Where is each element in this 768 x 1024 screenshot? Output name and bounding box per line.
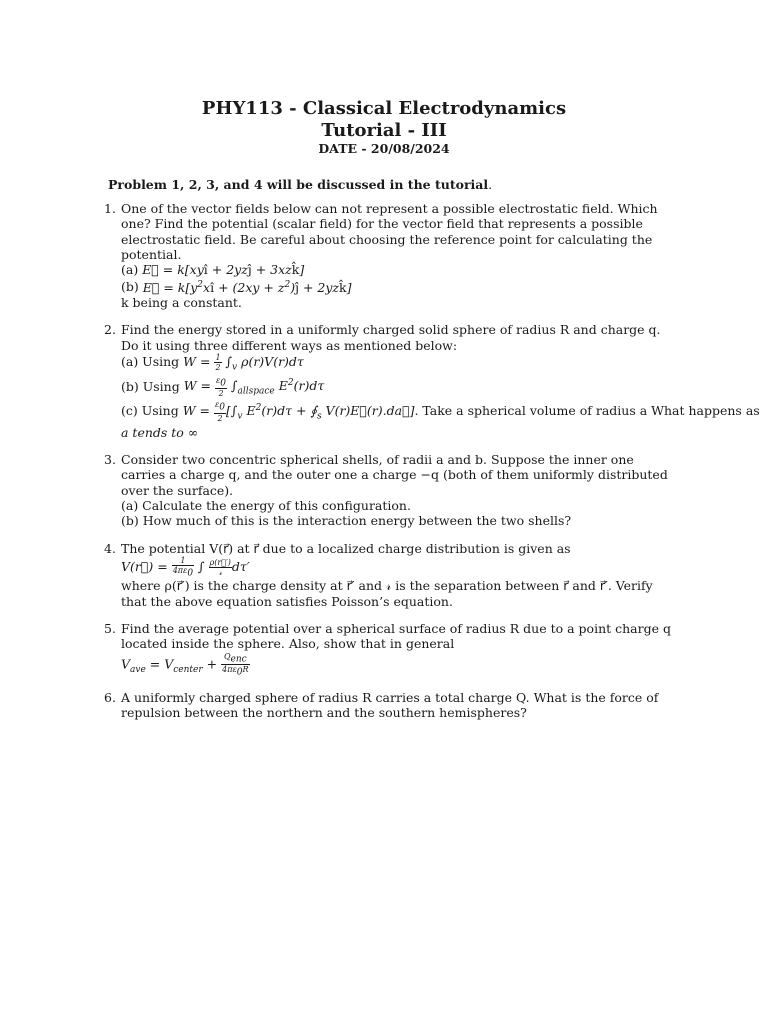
problem-number: 1.: [104, 201, 116, 216]
problem-text: A uniformly charged sphere of radius R carries a total charge Q. What is the force of repulsion between the northern and the southern hemispheres?: [121, 690, 659, 721]
problem-text: Consider two concentric spherical shells, of radii a and b. Suppose the inner one carries a charge q, and the outer one a charge −q (both of them uniformly distributed over the surface).: [121, 452, 668, 498]
problem-3-part-b: (b) How much of this is the interaction energy between the two shells?: [121, 513, 572, 529]
problem-2-part-c: [121, 400, 760, 425]
problem-4: [104, 540, 681, 609]
problem-1-note: k being a constant.: [121, 294, 242, 310]
problem-3: [104, 452, 681, 529]
part-c-tail: . Take a spherical volume of radius a What happens as: [414, 403, 760, 419]
part-label: (b) Using: [121, 378, 184, 394]
problem-text: Find the energy stored in a uniformly charged solid sphere of radius R and charge q. Do it using three different ways as mentioned below:: [121, 322, 661, 353]
problem-number: 5.: [104, 621, 116, 637]
intro-end: .: [488, 177, 493, 192]
part-label: (a) Using: [121, 353, 184, 369]
problem-1-part-a: [121, 262, 681, 277]
course-title: PHY113 - Classical Electrodynamics: [201, 98, 567, 119]
problem-text: One of the vector fields below can not represent a possible electrostatic field. Which one? Find the potential (scalar field) for the vector field that represents a possible electrostatic field. Be careful about choosing the reference point for calculating the potential.: [121, 201, 658, 262]
formula-energy-a: W = $\frac{1}{2}$ $\int_v$ ρ(r)V(r)dτ: [183, 352, 304, 373]
problem-2-part-a: [121, 353, 681, 376]
problem-2: [104, 322, 760, 440]
part-label: (c) Using: [121, 403, 183, 419]
problem-number: 3.: [104, 452, 116, 468]
problem-list: [0, 201, 768, 731]
part-label: (a): [121, 262, 143, 278]
problem-number: 4.: [104, 540, 116, 556]
intro-line: [108, 177, 492, 192]
problem-number: 2.: [104, 322, 116, 338]
formula-energy-b: W = $\frac{\varepsilon_0}{2}$ $\int_{allspace}$ $E^2(r)d\tau$: [183, 375, 325, 399]
formula-field-a: E⃗ = k[xyî + 2yzĵ + 3xzk̂]: [142, 262, 305, 278]
problem-1: [104, 201, 681, 310]
problem-text: Find the average potential over a spherical surface of radius R due to a point charge q located inside the sphere. Also, show that in general: [121, 621, 671, 652]
problem-1-part-b: [121, 277, 681, 294]
problem-4-where: where ρ(r⃗′) is the charge density at r⃗′ and 𝓇 is the separation between r⃗ and r⃗′. Verify that the above equation satisfies Poisson’s equation.: [121, 578, 653, 609]
formula-energy-c: W = $\frac{\varepsilon_0}{2}$ [$\int_v$ $E^2(r)d\tau$ + $∮_s$ V(r)E⃗(r).da⃗]: [182, 400, 415, 423]
date-line: DATE - 20/08/2024: [318, 141, 450, 156]
problem-6: [104, 690, 681, 721]
problem-2-part-b: [121, 376, 681, 401]
formula-field-b: E⃗ = $k[y^2xî + (2xy$ + $z^2)ĵ$ + 2yzk̂]: [142, 279, 352, 295]
problem-number: 6.: [104, 690, 116, 706]
formula-potential: V(r⃗) = $\frac{1}{4\pi\varepsilon_0}$ ∫ $\frac{\rho(r⃗')}{\text{𝓇}}$ dτ′: [121, 555, 250, 579]
part-label: (b): [121, 279, 143, 295]
problem-5: [104, 621, 681, 678]
problem-text: The potential V(r⃗) at r⃗ due to a localized charge distribution is given as: [121, 540, 571, 556]
problem-2-part-c-end: a tends to ∞: [121, 424, 199, 440]
intro-bold: Problem 1, 2, 3, and 4 will be discussed in the tutorial: [108, 177, 489, 192]
problem-3-part-a: (a) Calculate the energy of this configuration.: [121, 498, 411, 513]
tutorial-title: Tutorial - III: [321, 120, 447, 141]
formula-average: $V_{ave} = V_{center}$ + $\frac{Q_{enc}}{4\pi\varepsilon_0R}$: [121, 651, 249, 678]
